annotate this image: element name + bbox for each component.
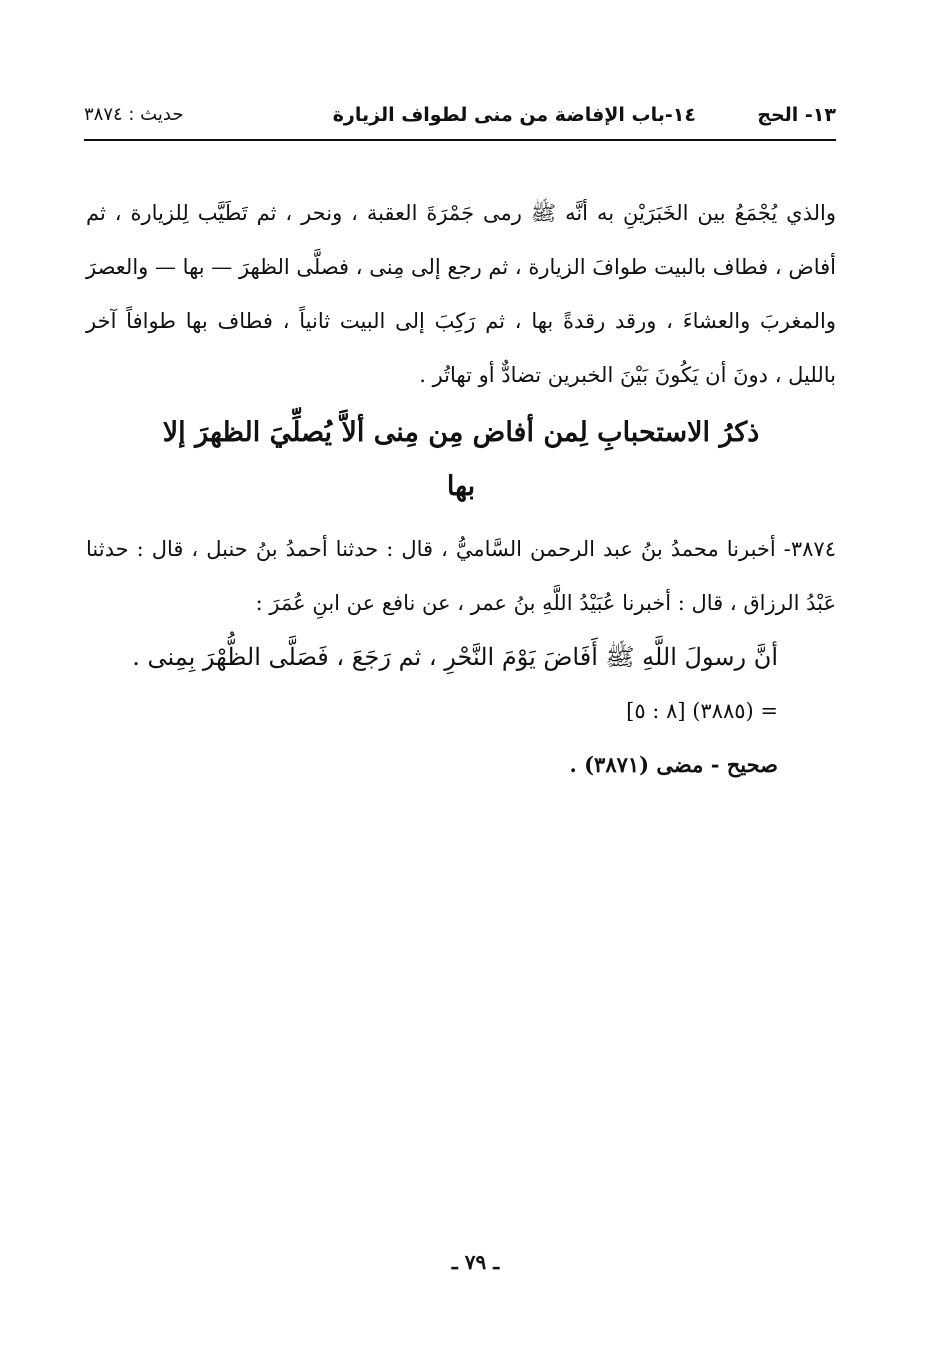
commentary-paragraph: والذي يُجْمَعُ بين الخَبَرَيْنِ به أنَّه ﷺ رمى جَمْرَةَ العقبة ، ونحر ، ثم تَطَيَّب لِلزيارة ، ثم أفاض ، فطاف بالبيت طوافَ الزيارة ، ثم رجع إلى مِنى ، فصلَّى الظهرَ — بها — والعصرَ والمغربَ والعشاءَ ، ورقد رقدةً بها ، ثم رَكِبَ إلى البيت ثانياً ، فطاف بها طوافاً آخر بالليل ، دونَ أن يَكُونَ بَيْنَ الخبرين تضادٌّ أو تهاتُر .: [86, 201, 836, 387]
page-number: ـ ٧٩ ـ: [451, 1250, 500, 1274]
hadith-grade: صحيح - مضى (٣٨٧١) .: [569, 752, 778, 777]
cross-reference: = (٣٨٨٥) [٨ : ٥]: [626, 699, 778, 723]
page-body: [86, 186, 836, 792]
chapter-title: ١٤-باب الإفاضة من منى لطواف الزيارة: [332, 104, 696, 126]
hadith-number-ref: حديث : ٣٨٧٤: [84, 104, 184, 125]
page-header: [84, 104, 836, 140]
hadith-matn: أنَّ رسولَ اللَّهِ ﷺ أَفَاضَ يَوْمَ النَّحْرِ ، ثم رَجَعَ ، فَصَلَّى الظُّهْرَ بِمِنى .: [132, 643, 778, 671]
section-heading: ذكرُ الاستحبابِ لِمن أفاض مِن مِنى ألاَّ يُصلِّيَ الظهرَ إلا بها: [162, 417, 760, 502]
header-divider: [84, 139, 836, 141]
hadith-isnad: ٣٨٧٤- أخبرنا محمدُ بنُ عبد الرحمن السَّاميُّ ، قال : حدثنا أحمدُ بنُ حنبل ، قال : حدثنا عَبْدُ الرزاق ، قال : أخبرنا عُبَيْدُ اللَّهِ بنُ عمر ، عن نافع عن ابنِ عُمَرَ :: [86, 537, 836, 615]
book-title: ١٣- الحج: [757, 104, 836, 126]
